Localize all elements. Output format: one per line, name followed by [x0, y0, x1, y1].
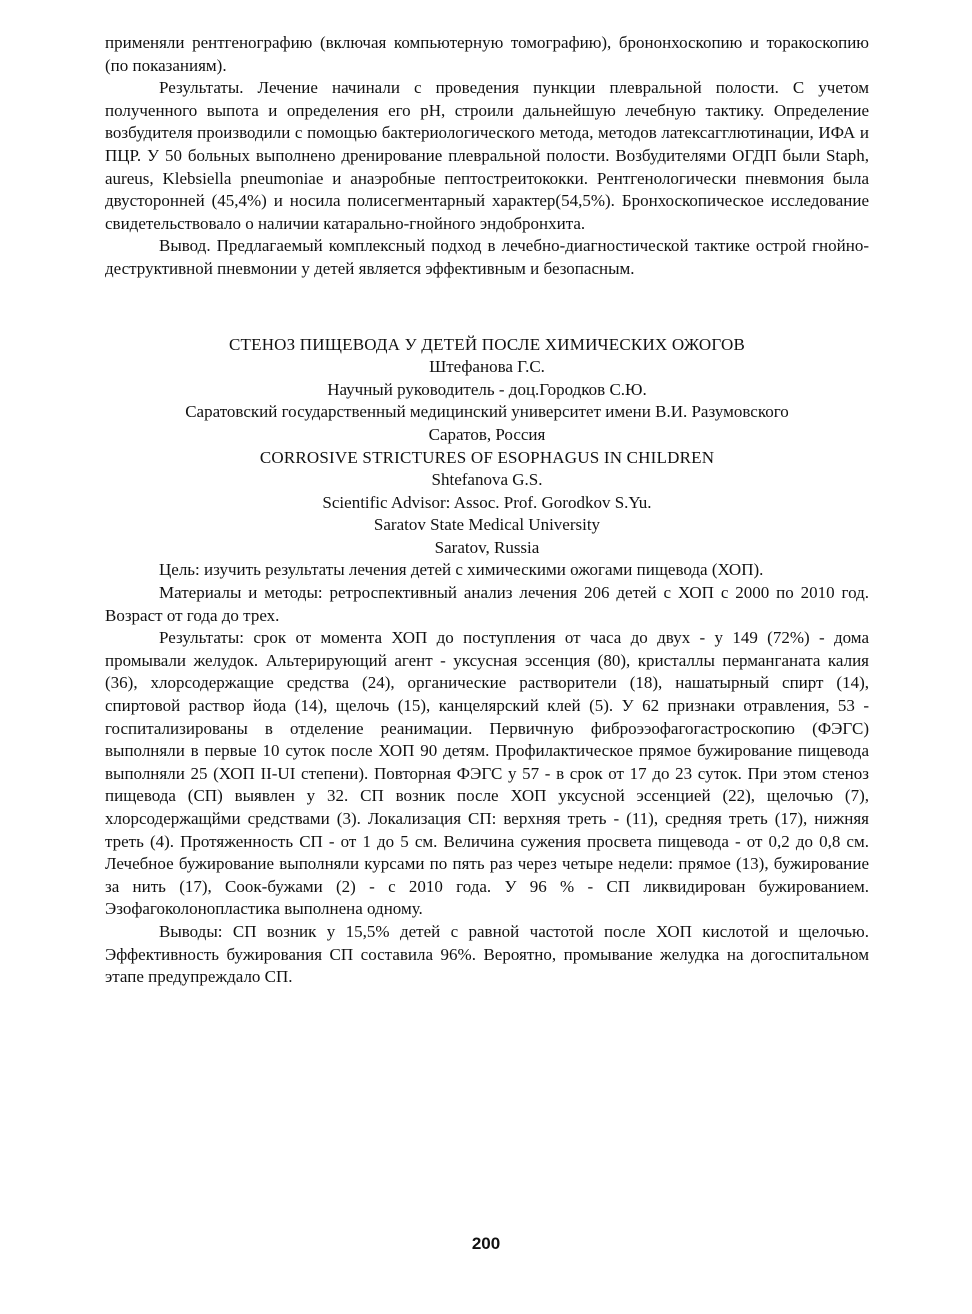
advisor-en: Scientific Advisor: Assoc. Prof. Gorodkov S.Yu. — [322, 492, 652, 512]
prev-article-conclusion: Вывод. Предлагаемый комплексный подход в лечебно-диагностической тактике острой гнойно-деструктивной пневмонии у детей является эффективным и безопасным. — [105, 236, 869, 278]
prev-article-results: Результаты. Лечение начинали с проведения пункции плевральной полости. С учетом полученного выпота и определения его рН, строили дальнейшую лечебную тактику. Определение возбудителя производили с помощью бактериологического метода, методов латексагглютинации, ИФА и ПЦР. У 50 больных выполнено дренирование плевральной полости. Возбудителями ОГДП были Staph, aureus, Klebsiella pneumoniae и анаэробные пептостреитококки. Рентгенологически пневмония была двусторонней (45,4%) и носила полисегментарный характер(54,5%). Бронхоскопическое исследование свидетельствовало о наличии катарально-гнойного эндобронхита. — [105, 78, 869, 233]
results-paragraph: Результаты: срок от момента ХОП до поступления от часа до двух - у 149 (72%) - дома промывали желудок. Альтерирующий агент - уксусная эссенция (80), кристаллы перманганата калия (36), хлорсодержащие средства (24), органические растворители (18), нашатырный спирт (14), спиртовой раствор йода (14), щелочь (15), канцелярский клей (5). У 62 признаки отравления, 53 - госпитализированы в отделение реанимации. Первичную фиброээофагогастроскопию (ФЭГС) выполняли в первые 10 суток после ХОП 90 детям. Профилактическое прямое бужирование пищевода выполняли 25 (ХОП II-UI степени). Повторная ФЭГС у 57 - в срок от 17 до 23 суток. При этом стеноз пищевода (СП) выявлен у 32. СП возник после ХОП уксусной эссенцией (22), щелочью (7), хлорсодержащйми средствами (3). Локализация СП: верхняя треть - (11), средняя треть (17), нижняя треть (4). Протяженность СП - от 1 до 5 см. Величина сужения просвета пищевода - от 0,2 до 0,8 см. Лечебное бужирование выполняли курсами по пять раз через четыре недели: прямое (13), бужирование за нить (17), Соок-бужами (2) - с 2010 года. У 96 % - СП ликвидирован бужированием. Эзофагоколонопластика выполнена одному. — [105, 628, 869, 919]
conclusions-paragraph: Выводы: СП возник у 15,5% детей с равной частотой после ХОП кислотой и щелочью. Эффективность бужирования СП составила 96%. Вероятно, промывание желудка на догоспитальном этапе предупреждало СП. — [105, 921, 869, 987]
page-content — [105, 32, 869, 989]
city-ru: Саратов, Россия — [428, 424, 546, 444]
goal-paragraph: Цель: изучить результаты лечения детей с химическими ожогами пищевода (ХОП). — [159, 560, 764, 580]
prev-article-paragraph-1: применяли рентгенографию (включая компьютерную томографию), брононхоскопию и торакоскопию (по показаниям). — [105, 33, 869, 75]
section-spacer — [105, 281, 869, 334]
city-en: Saratov, Russia — [434, 537, 540, 557]
author-ru: Штефанова Г.С. — [429, 357, 545, 377]
methods-paragraph: Материалы и методы: ретроспективный анализ лечения 206 детей с ХОП с 2000 по 2010 год. Возраст от года до трех. — [105, 583, 869, 625]
university-en: Saratov State Medical University — [373, 515, 601, 535]
university-ru: Саратовский государственный медицинский университет имени В.И. Разумовского — [185, 402, 789, 422]
article-title-en: CORROSIVE STRICTURES OF ESOPHAGUS IN CHILDREN — [259, 447, 715, 467]
author-en: Shtefanova G.S. — [431, 470, 543, 490]
advisor-ru: Научный руководитель - доц.Городков С.Ю. — [327, 379, 647, 399]
article-title-ru: СТЕНОЗ ПИЩЕВОДА У ДЕТЕЙ ПОСЛЕ ХИМИЧЕСКИХ ОЖОГОВ — [228, 334, 746, 354]
page-number: 200 — [471, 1234, 501, 1253]
